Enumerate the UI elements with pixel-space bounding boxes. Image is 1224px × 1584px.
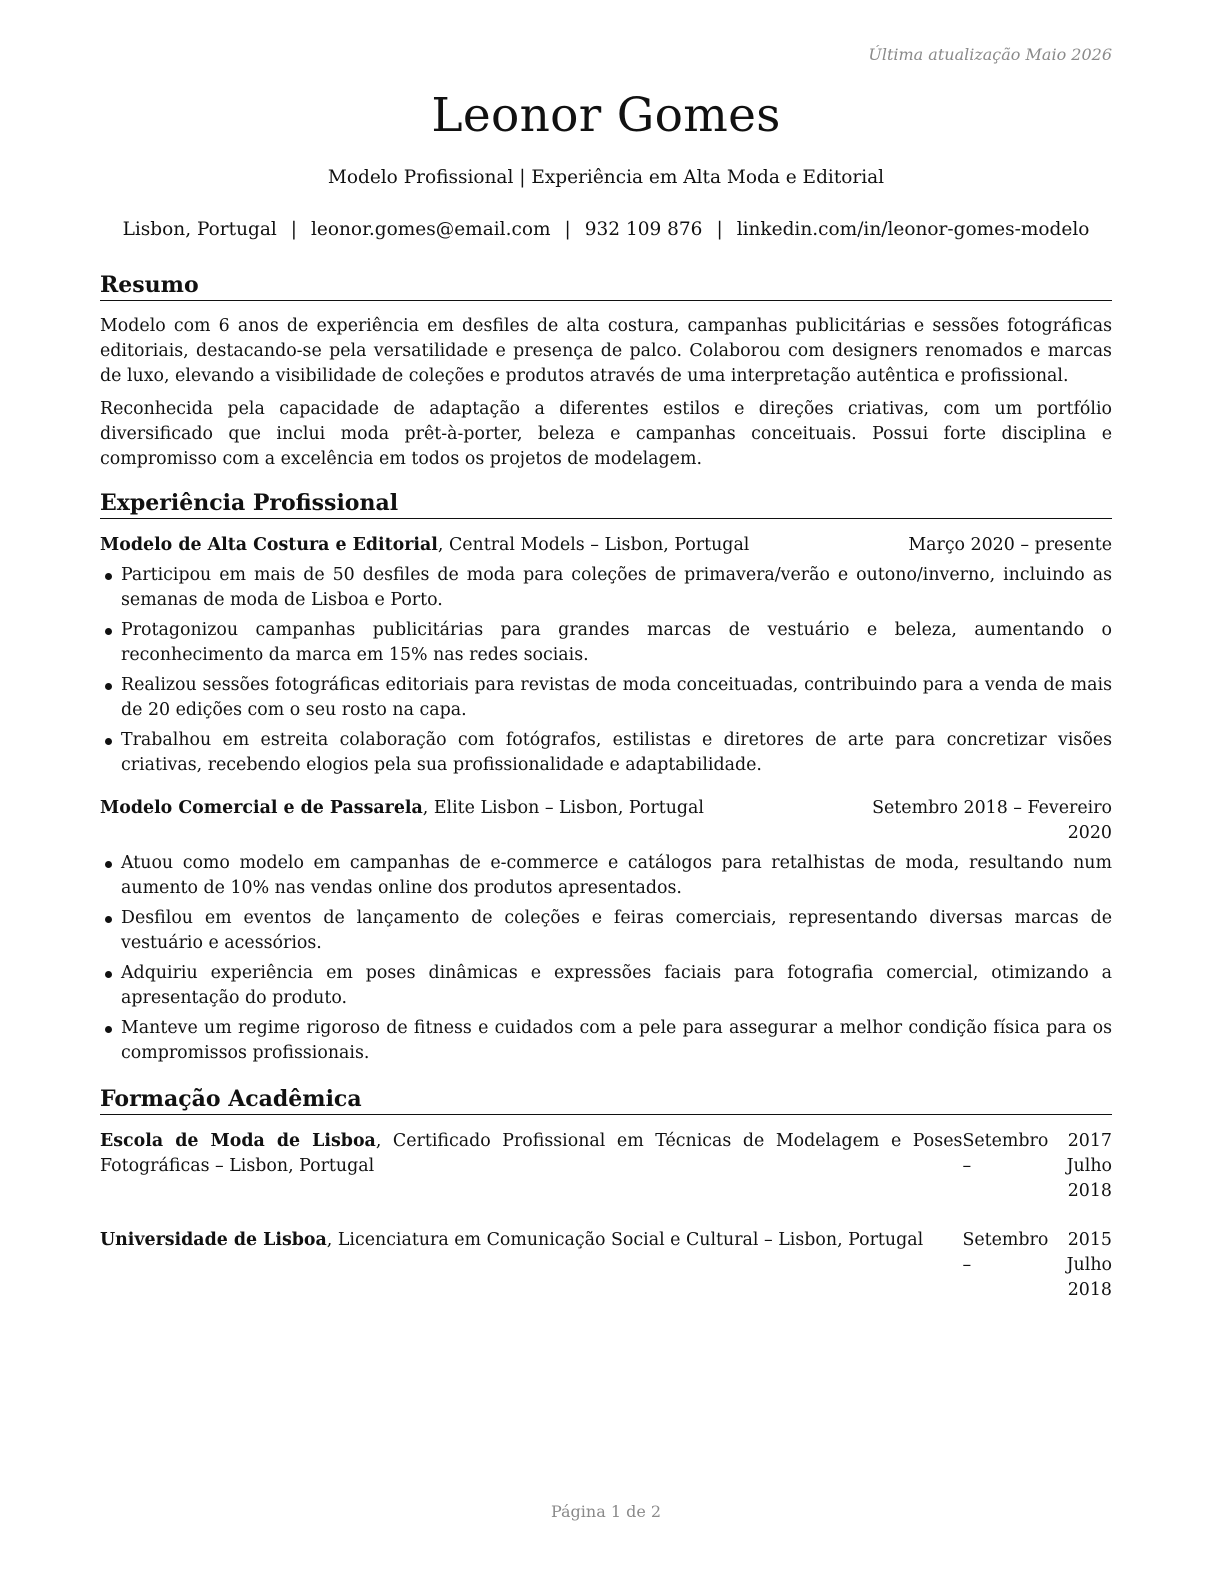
job-company: , Elite Lisbon – Lisbon, Portugal bbox=[422, 798, 704, 818]
contact-phone: 932 109 876 bbox=[584, 219, 703, 240]
list-item: Protagonizou campanhas publicitárias para grandes marcas de vestuário e beleza, aumentando o reconhecimento da marca em 15% nas redes sociais. bbox=[100, 618, 1112, 668]
summary-paragraph: Reconhecida pela capacidade de adaptação a diferentes estilos e direções criativas, com um portfólio diversificado que inclui moda prêt-à-porter, beleza e campanhas conceituais. Possui forte disciplina e compromisso com a excelência em todos os projetos de modelagem. bbox=[100, 399, 1112, 469]
summary-paragraph: Modelo com 6 anos de experiência em desfiles de alta costura, campanhas publicitárias e sessões fotográficas editoriais, destacando-se pela versatilidade e presença de palco. Colaborou com designers renomados e marcas de luxo, elevando a visibilidade de coleções e produtos através de uma interpretação autêntica e profissional. bbox=[100, 316, 1112, 386]
education-dates-line: Setembro 2015 – Julho bbox=[962, 1230, 1112, 1275]
job-dates: Março 2020 – presente bbox=[908, 535, 1112, 555]
job-entry bbox=[100, 533, 1112, 778]
experience-section bbox=[100, 489, 1112, 1071]
job-title-line bbox=[100, 533, 749, 558]
education-detail: , Licenciatura em Comunicação Social e Cultural – Lisbon, Portugal bbox=[326, 1230, 924, 1250]
job-title-line bbox=[100, 796, 704, 846]
job-role: Modelo Comercial e de Passarela bbox=[100, 798, 423, 818]
education-dates-line: Setembro 2017 – Julho bbox=[962, 1131, 1112, 1176]
education-school: Escola de Moda de Lisboa bbox=[100, 1131, 376, 1151]
resume-page bbox=[100, 0, 1112, 1584]
section-title-education: Formação Acadêmica bbox=[100, 1085, 1112, 1115]
education-text bbox=[100, 1129, 962, 1204]
education-dates-line: 2018 bbox=[1067, 1181, 1112, 1201]
job-entry bbox=[100, 796, 1112, 1066]
list-item: Participou em mais de 50 desfiles de moda para coleções de primavera/verão e outono/inverno, incluindo as semanas de moda de Lisboa e Porto. bbox=[100, 563, 1112, 613]
education-detail: , Certificado Profissional em Técnicas de Modelagem e Poses Fotográficas – Lisbon, Portugal bbox=[100, 1131, 963, 1176]
headline: Modelo Profissional | Experiência em Alta Moda e Editorial bbox=[327, 167, 885, 188]
job-company: , Central Models – Lisbon, Portugal bbox=[437, 535, 750, 555]
candidate-name: Leonor Gomes bbox=[431, 88, 781, 143]
contact-separator: | bbox=[716, 219, 723, 240]
summary-section bbox=[100, 271, 1112, 472]
education-entry bbox=[100, 1228, 1112, 1303]
education-dates bbox=[962, 1228, 1112, 1303]
contact-separator: | bbox=[290, 219, 298, 240]
section-title-experience: Experiência Profissional bbox=[100, 489, 1112, 519]
job-header bbox=[100, 796, 1112, 846]
list-item: Manteve um regime rigoroso de fitness e cuidados com a pele para assegurar a melhor condição física para os compromissos profissionais. bbox=[100, 1016, 1112, 1066]
contact-email[interactable]: leonor.gomes@email.com bbox=[311, 219, 551, 240]
education-dates bbox=[962, 1129, 1112, 1204]
education-section bbox=[100, 1085, 1112, 1303]
education-dates-line: 2018 bbox=[1067, 1280, 1112, 1300]
page-number: Página 1 de 2 bbox=[550, 1502, 662, 1521]
job-role: Modelo de Alta Costura e Editorial bbox=[100, 535, 438, 555]
last-updated: Última atualização Maio 2026 bbox=[868, 45, 1112, 64]
job-dates-line: 2020 bbox=[1067, 823, 1112, 843]
job-header bbox=[100, 533, 1112, 558]
job-dates bbox=[872, 796, 1112, 846]
contact-separator: | bbox=[564, 219, 571, 240]
list-item: Realizou sessões fotográficas editoriais para revistas de moda conceituadas, contribuindo para a venda de mais de 20 edições com o seu rosto na capa. bbox=[100, 673, 1112, 723]
list-item: Trabalhou em estreita colaboração com fotógrafos, estilistas e diretores de arte para concretizar visões criativas, recebendo elogios pela sua profissionalidade e adaptabilidade. bbox=[100, 728, 1112, 778]
contact-line bbox=[100, 219, 1112, 240]
list-item: Desfilou em eventos de lançamento de coleções e feiras comerciais, representando diversas marcas de vestuário e acessórios. bbox=[100, 906, 1112, 956]
job-bullets bbox=[100, 563, 1112, 778]
contact-location: Lisbon, Portugal bbox=[122, 219, 277, 240]
education-entry bbox=[100, 1129, 1112, 1204]
contact-linkedin[interactable]: linkedin.com/in/leonor-gomes-modelo bbox=[736, 219, 1090, 240]
job-bullets bbox=[100, 851, 1112, 1066]
list-item: Adquiriu experiência em poses dinâmicas e expressões faciais para fotografia comercial, otimizando a apresentação do produto. bbox=[100, 961, 1112, 1011]
education-text bbox=[100, 1228, 962, 1303]
job-dates-line: Setembro 2018 – Fevereiro bbox=[872, 798, 1112, 818]
education-school: Universidade de Lisboa bbox=[100, 1230, 327, 1250]
list-item: Atuou como modelo em campanhas de e-commerce e catálogos para retalhistas de moda, resultando num aumento de 10% nas vendas online dos produtos apresentados. bbox=[100, 851, 1112, 901]
section-title-summary: Resumo bbox=[100, 271, 1112, 301]
